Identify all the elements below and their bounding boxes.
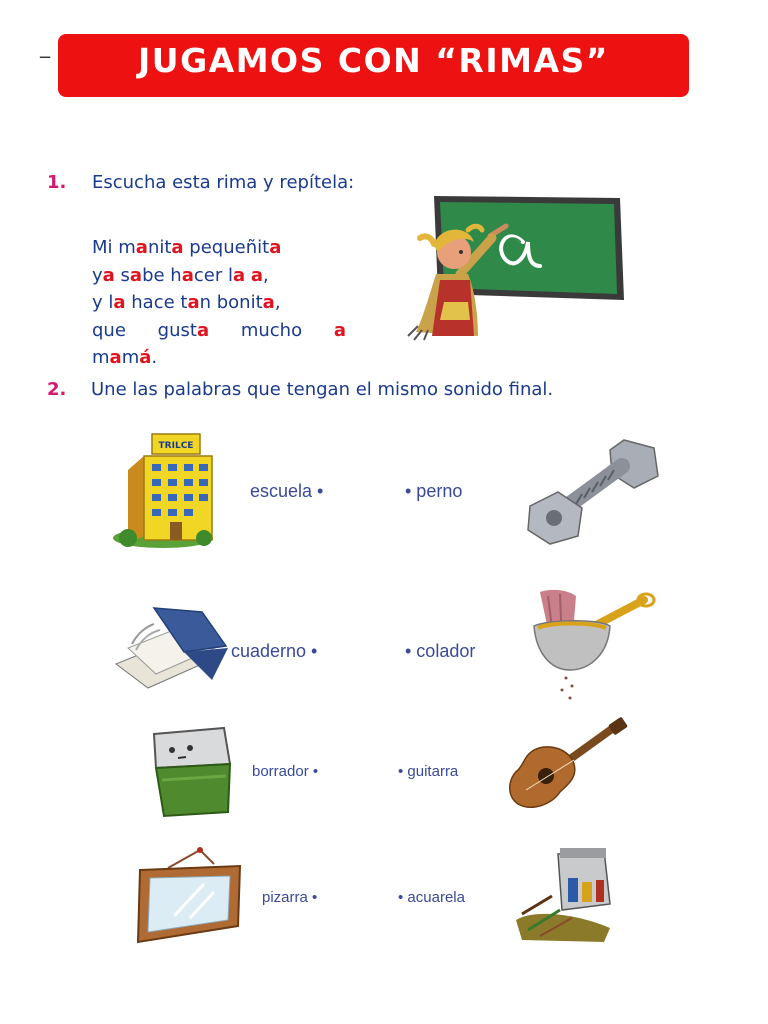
poem-line bbox=[92, 234, 346, 262]
guitar-icon bbox=[510, 717, 628, 808]
board-frame-icon bbox=[138, 847, 240, 942]
rhyme-letter: a bbox=[269, 237, 282, 258]
word-pizarra[interactable]: pizarra • bbox=[262, 889, 318, 906]
poem-text: gust bbox=[157, 319, 197, 341]
rhyme-letter: a bbox=[187, 292, 200, 313]
rhyme-letter: a bbox=[333, 319, 346, 341]
rhyme-letter: a bbox=[129, 264, 143, 286]
section-1-instruction: Escucha esta rima y repítela: bbox=[92, 172, 355, 193]
whiteboard-frame-illustration bbox=[134, 846, 246, 946]
poem-text: cer l bbox=[193, 264, 233, 286]
strainer-icon bbox=[534, 590, 654, 700]
poem-text: s bbox=[114, 264, 130, 286]
word-borrador[interactable]: borrador • bbox=[252, 763, 319, 780]
poem-text: nit bbox=[147, 237, 172, 258]
word-guitarra[interactable]: • guitarra bbox=[398, 763, 459, 780]
poem-text: y bbox=[92, 264, 103, 286]
section-2-number: 2. bbox=[47, 379, 67, 400]
word-escuela[interactable]: escuela • bbox=[250, 481, 324, 501]
poem-line bbox=[92, 262, 346, 290]
title-banner bbox=[58, 34, 689, 97]
rhyme-letter: á bbox=[139, 347, 152, 368]
rhyme-letter: a bbox=[171, 237, 184, 258]
word-colador[interactable]: • colador bbox=[405, 641, 476, 661]
poem-line bbox=[92, 317, 346, 345]
poem-text: y l bbox=[92, 292, 114, 313]
rhyme-letter: a bbox=[135, 237, 148, 258]
poem-line bbox=[92, 289, 346, 317]
bolt-nut-icon bbox=[528, 440, 658, 544]
poem-text: mucho bbox=[240, 319, 303, 341]
poem-text: que bbox=[92, 319, 126, 341]
word-perno[interactable]: • perno bbox=[405, 481, 463, 501]
poem-text: hace t bbox=[125, 292, 188, 313]
rhyme-letter: a bbox=[262, 292, 275, 313]
rhyme-letter: a bbox=[196, 319, 210, 341]
poem-text: , bbox=[263, 264, 269, 286]
poem-word bbox=[158, 317, 209, 345]
poem-text: , bbox=[274, 292, 281, 313]
eraser-illustration bbox=[142, 724, 238, 820]
notebook-illustration bbox=[108, 604, 232, 692]
rhyme-letter: a bbox=[109, 347, 122, 368]
word-cuaderno[interactable]: cuaderno • bbox=[231, 641, 318, 661]
rhyme-letter: a bbox=[113, 292, 126, 313]
watercolor-illustration bbox=[512, 844, 624, 944]
watercolor-paints-icon bbox=[516, 848, 610, 942]
poem-text: . bbox=[151, 347, 158, 368]
poem-text: m bbox=[121, 347, 140, 368]
rhyme-letter: a bbox=[232, 264, 246, 286]
eraser-icon bbox=[154, 728, 230, 816]
poem-text: be h bbox=[142, 264, 182, 286]
poem-line bbox=[92, 344, 346, 372]
poem-text: n bonit bbox=[199, 292, 263, 313]
rhyme-letter: a bbox=[250, 264, 264, 286]
strainer-illustration bbox=[532, 586, 658, 704]
page-title: JUGAMOS CON “RIMAS” bbox=[138, 41, 609, 80]
teacher-chalkboard-illustration bbox=[398, 190, 626, 342]
section-1-number: 1. bbox=[47, 172, 67, 193]
bolt-illustration bbox=[524, 436, 662, 546]
guitar-illustration bbox=[504, 720, 630, 814]
rhyme-letter: a bbox=[102, 264, 115, 286]
school-building-illustration bbox=[108, 426, 218, 552]
poem-text: m bbox=[92, 347, 110, 368]
rhyme-letter: a bbox=[181, 264, 194, 286]
rhyme-poem bbox=[92, 234, 346, 368]
poem-text: Mi m bbox=[92, 237, 136, 258]
section-2-instruction: Une las palabras que tengan el mismo sonido final. bbox=[91, 379, 554, 400]
poem-text: pequeñit bbox=[183, 237, 270, 258]
corner-dash: _ bbox=[40, 34, 50, 58]
notebook-icon bbox=[116, 608, 228, 688]
building-sign: TRILCE bbox=[158, 441, 194, 451]
word-acuarela[interactable]: • acuarela bbox=[398, 889, 465, 906]
school-building-icon bbox=[113, 434, 213, 548]
